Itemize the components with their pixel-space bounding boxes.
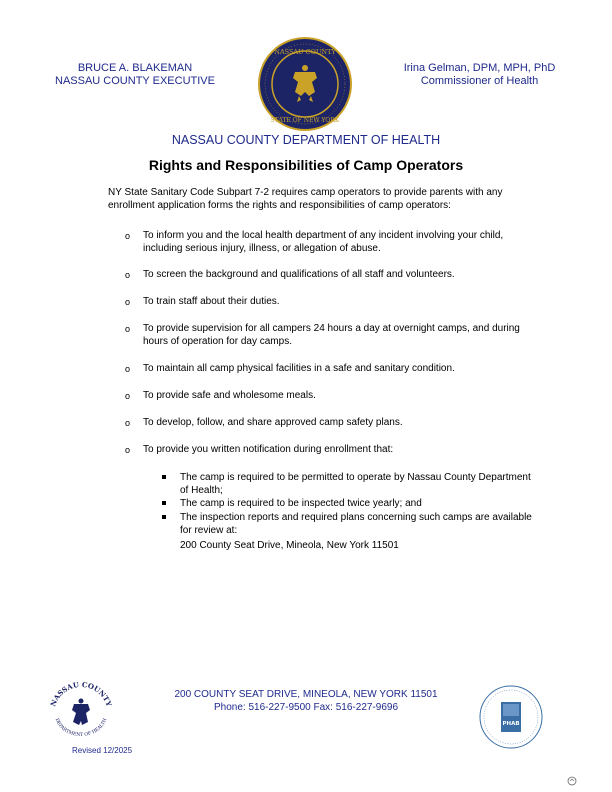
intro-paragraph: NY State Sanitary Code Subpart 7-2 requires camp operators to provide parents with any enrollment application forms the rights and responsibilities of camp operators: <box>108 187 503 211</box>
county-executive-title: NASSAU COUNTY EXECUTIVE <box>55 75 215 87</box>
department-heading: NASSAU COUNTY DEPARTMENT OF HEALTH <box>171 133 441 147</box>
dept-logo-top-text: NASSAU COUNTY <box>48 680 114 708</box>
square-bullet <box>162 515 166 519</box>
bullet-circle: o <box>125 418 131 428</box>
commissioner-title: Commissioner of Health <box>420 75 539 87</box>
revised-date: Revised 12/2025 <box>72 746 133 755</box>
list-item-text: To inform you and the local health department of any incident involving your child, including serious injury, illness, or allegation of abuse. <box>143 230 504 254</box>
footer-phone-fax: Phone: 516-227-9500 Fax: 516-227-9696 <box>213 702 399 713</box>
footer-contact <box>150 688 462 714</box>
bullet-circle: o <box>125 391 131 401</box>
list-item-text: To train staff about their duties. <box>143 296 280 307</box>
county-executive-block <box>40 62 230 88</box>
square-bullet <box>162 501 166 505</box>
health-department-logo <box>46 680 116 742</box>
list-item-text: To provide supervision for all campers 24 hours a day at overnight camps, and during hours of operation for day camps. <box>143 323 520 347</box>
list-item-text: To develop, follow, and share approved camp safety plans. <box>143 417 403 428</box>
bullet-circle: o <box>125 270 131 280</box>
footer-address: 200 COUNTY SEAT DRIVE, MINEOLA, NEW YORK 11501 <box>174 689 438 700</box>
list-item-text: To screen the background and qualifications of all staff and volunteers. <box>143 269 455 280</box>
list-item-text: To provide you written notification during enrollment that: <box>143 444 394 455</box>
list-item-text: To maintain all camp physical facilities in a safe and sanitary condition. <box>143 363 455 374</box>
square-bullet <box>162 475 166 479</box>
bullet-circle: o <box>125 297 131 307</box>
bullet-circle: o <box>125 324 131 334</box>
sub-list-item-text: The inspection reports and required plans concerning such camps are available for review at: <box>180 512 532 536</box>
seal-bottom-text: STATE OF NEW YORK <box>270 117 340 124</box>
seal-top-text: NASSAU COUNTY <box>274 48 336 56</box>
sub-list-item-text: The camp is required to be permitted to operate by Nassau County Department of Health; <box>180 472 531 496</box>
recycle-icon <box>567 776 577 786</box>
phab-label: PHAB <box>502 721 520 727</box>
commissioner-name: Irina Gelman, DPM, MPH, PhD <box>403 62 556 74</box>
phab-accreditation-seal <box>478 684 544 750</box>
nassau-county-seal <box>257 36 353 132</box>
sub-list-item-text: The camp is required to be inspected twice yearly; and <box>180 498 422 509</box>
bullet-circle: o <box>125 445 131 455</box>
review-address: 200 County Seat Drive, Mineola, New York 11501 <box>180 540 399 551</box>
bullet-circle: o <box>125 231 131 241</box>
list-item-text: To provide safe and wholesome meals. <box>143 390 316 401</box>
dept-logo-bottom-text: DEPARTMENT OF HEALTH <box>53 717 109 739</box>
bullet-circle: o <box>125 364 131 374</box>
document-title: Rights and Responsibilities of Camp Operators <box>148 157 464 173</box>
county-executive-name: BRUCE A. BLAKEMAN <box>77 62 193 74</box>
commissioner-block <box>392 62 567 88</box>
